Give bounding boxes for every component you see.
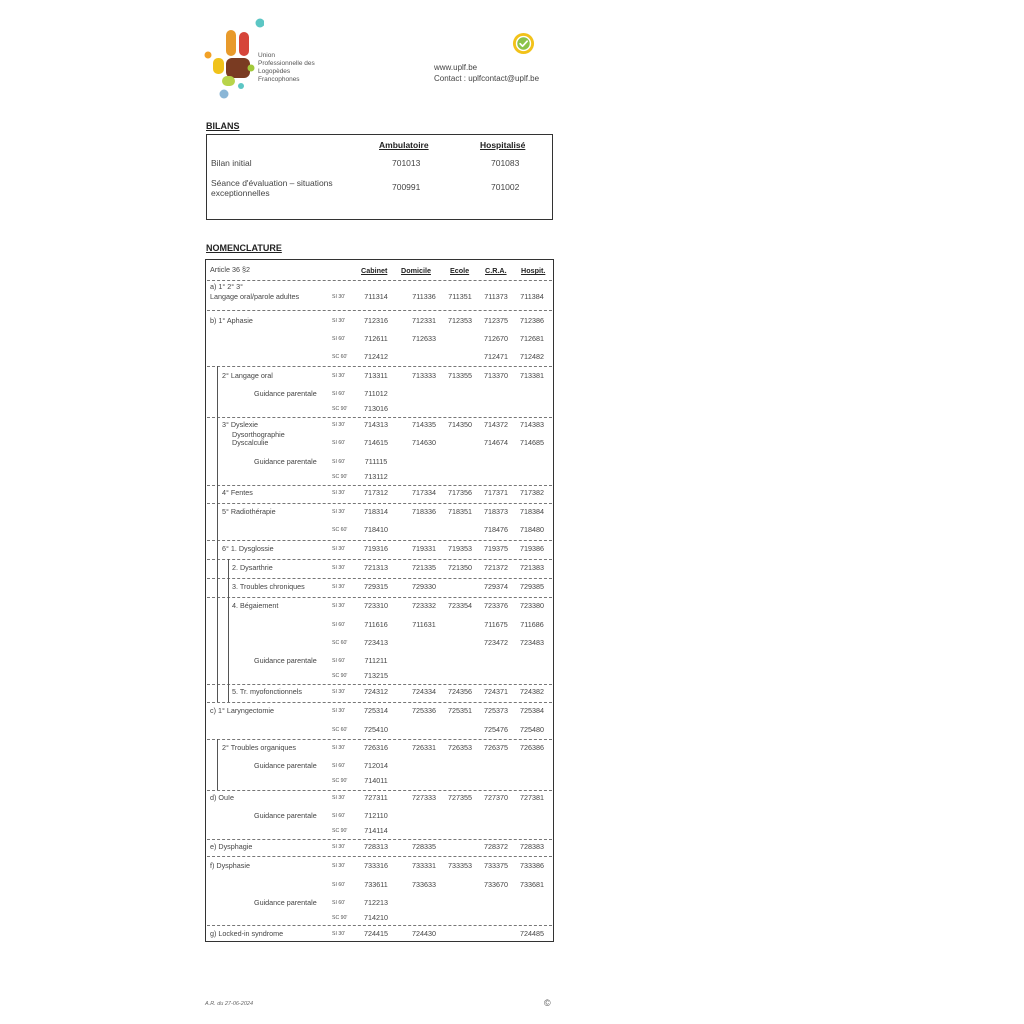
- session-type: SI 60': [332, 763, 346, 769]
- session-type: SI 60': [332, 658, 346, 664]
- code-cell: 723376: [484, 601, 508, 610]
- code-cell: 714114: [364, 826, 388, 835]
- session-type: SC 60': [332, 727, 348, 733]
- row-label: Guidance parentale: [254, 656, 317, 665]
- row-label: a) 1° 2° 3°: [210, 282, 243, 291]
- code-cell: 724430: [412, 929, 436, 938]
- code-cell: 725336: [412, 706, 436, 715]
- code-cell: 726316: [364, 743, 388, 752]
- col-hospitalise: Hospitalisé: [480, 140, 526, 150]
- row-separator: [207, 485, 552, 486]
- row-label: 3. Troubles chroniques: [232, 582, 305, 591]
- code-cell: 712331: [412, 316, 436, 325]
- code-cell: 733670: [484, 880, 508, 889]
- row-separator: [207, 925, 552, 926]
- approved-badge-icon: [512, 32, 535, 55]
- row-label: f) Dysphasie: [210, 861, 250, 870]
- code-cell: 725314: [364, 706, 388, 715]
- code-cell: 712681: [520, 334, 544, 343]
- code-cell: 725384: [520, 706, 544, 715]
- row-label: 4. Bégaiement: [232, 601, 279, 610]
- row-separator: [207, 790, 552, 791]
- session-type: SI 30': [332, 708, 346, 714]
- row-label: g) Locked-in syndrome: [210, 929, 284, 938]
- code-cell: 714383: [520, 420, 544, 429]
- col-ambulatoire: Ambulatoire: [379, 140, 429, 150]
- code-cell: 726331: [412, 743, 436, 752]
- code-cell: 712482: [520, 352, 544, 361]
- code-cell: 721313: [364, 563, 388, 572]
- row-label: Langage oral/parole adultes: [210, 292, 300, 301]
- row-separator: [207, 578, 552, 579]
- code-cell: 724371: [484, 687, 508, 696]
- code-cell: 712471: [484, 352, 508, 361]
- session-type: SI 30': [332, 603, 346, 609]
- session-type: SI 60': [332, 459, 346, 465]
- code-cell: 733681: [520, 880, 544, 889]
- session-type: SC 90': [332, 673, 348, 679]
- code-cell: 713381: [520, 371, 544, 380]
- row-label: 4° Fentes: [222, 488, 253, 497]
- session-type: SI 30': [332, 373, 346, 379]
- session-type: SC 90': [332, 474, 348, 480]
- code-cell: 724334: [412, 687, 436, 696]
- row-separator: [207, 540, 552, 541]
- code-cell: 714210: [364, 913, 388, 922]
- session-type: SI 30': [332, 422, 346, 428]
- code-cell: 714674: [484, 438, 508, 447]
- code-cell: 714313: [364, 420, 388, 429]
- code-cell: 711012: [364, 389, 388, 398]
- code-cell: 712375: [484, 316, 508, 325]
- row-label: d) Ouïe: [210, 793, 234, 802]
- article-label: Article 36 §2: [210, 265, 250, 274]
- row-label: 2° Langage oral: [222, 371, 273, 380]
- code-cell: 728383: [520, 842, 544, 851]
- session-type: SC 60': [332, 354, 348, 360]
- code-cell: 726375: [484, 743, 508, 752]
- row-label: Guidance parentale: [254, 761, 317, 770]
- row-label: Guidance parentale: [254, 389, 317, 398]
- code-cell: 711351: [448, 292, 472, 301]
- code-cell: 729374: [484, 582, 508, 591]
- org-line: Francophones: [258, 76, 300, 83]
- session-type: SI 30': [332, 745, 346, 751]
- row-separator: [207, 856, 552, 857]
- code-cell: 721372: [484, 563, 508, 572]
- code-cell: 733316: [364, 861, 388, 870]
- code-cell: 711384: [520, 292, 544, 301]
- session-type: SC 90': [332, 778, 348, 784]
- code-cell: 711211: [364, 656, 388, 665]
- code-cell: 718336: [412, 507, 436, 516]
- code-cell: 712633: [412, 334, 436, 343]
- row-label: 5. Tr. myofonctionnels: [232, 687, 302, 696]
- code-cell: 728372: [484, 842, 508, 851]
- row-separator: [207, 839, 552, 840]
- session-type: SI 30': [332, 546, 346, 552]
- code-cell: 717371: [484, 488, 508, 497]
- bilan-hosp-code: 701083: [491, 158, 520, 168]
- code-cell: 718410: [364, 525, 388, 534]
- code-cell: 726353: [448, 743, 472, 752]
- code-cell: 719386: [520, 544, 544, 553]
- code-cell: 714372: [484, 420, 508, 429]
- code-cell: 713355: [448, 371, 472, 380]
- session-type: SI 30': [332, 318, 346, 324]
- session-type: SI 30': [332, 689, 346, 695]
- row-separator: [207, 684, 552, 685]
- bilans-title: BILANS: [206, 121, 240, 131]
- code-cell: 729330: [412, 582, 436, 591]
- code-cell: 733331: [412, 861, 436, 870]
- session-type: SI 30': [332, 863, 346, 869]
- row-separator: [207, 310, 552, 311]
- code-cell: 721383: [520, 563, 544, 572]
- session-type: SI 30': [332, 509, 346, 515]
- row-label: e) Dysphagie: [210, 842, 253, 851]
- code-cell: 727355: [448, 793, 472, 802]
- session-type: SI 30': [332, 584, 346, 590]
- code-cell: 717334: [412, 488, 436, 497]
- code-cell: 726386: [520, 743, 544, 752]
- bilan-amb-code: 701013: [392, 158, 421, 168]
- code-cell: 711115: [364, 457, 388, 466]
- code-cell: 723413: [364, 638, 388, 647]
- code-cell: 733386: [520, 861, 544, 870]
- row-separator: [207, 366, 552, 367]
- code-cell: 719353: [448, 544, 472, 553]
- code-cell: 712353: [448, 316, 472, 325]
- code-cell: 713215: [364, 671, 388, 680]
- session-type: SI 30': [332, 844, 346, 850]
- code-cell: 725410: [364, 725, 388, 734]
- session-type: SI 30': [332, 490, 346, 496]
- code-cell: 712412: [364, 352, 388, 361]
- copyright-mark: ©: [544, 998, 551, 1008]
- code-cell: 733353: [448, 861, 472, 870]
- session-type: SC 90': [332, 406, 348, 412]
- bilan-amb-code: 700991: [392, 182, 421, 192]
- code-cell: 713311: [364, 371, 388, 380]
- session-type: SI 30': [332, 565, 346, 571]
- col-cabinet: Cabinet: [361, 266, 388, 275]
- code-cell: 724485: [520, 929, 544, 938]
- code-cell: 712014: [364, 761, 388, 770]
- session-type: SI 60': [332, 622, 346, 628]
- bilans-table: [206, 134, 553, 220]
- code-cell: 711373: [484, 292, 508, 301]
- code-cell: 727370: [484, 793, 508, 802]
- code-cell: 723354: [448, 601, 472, 610]
- session-type: SC 90': [332, 915, 348, 921]
- org-line: Logopèdes: [258, 68, 291, 75]
- code-cell: 719331: [412, 544, 436, 553]
- session-type: SI 30': [332, 294, 346, 300]
- row-separator: [207, 417, 552, 418]
- code-cell: 733611: [364, 880, 388, 889]
- code-cell: 717312: [364, 488, 388, 497]
- session-type: SI 60': [332, 900, 346, 906]
- code-cell: 721335: [412, 563, 436, 572]
- bilan-label: Séance d'évaluation – situations: [211, 178, 333, 188]
- row-label: Guidance parentale: [254, 457, 317, 466]
- code-cell: 725351: [448, 706, 472, 715]
- session-type: SC 60': [332, 640, 348, 646]
- code-cell: 718384: [520, 507, 544, 516]
- code-cell: 727311: [364, 793, 388, 802]
- indent-rule: [228, 559, 229, 702]
- row-label: Guidance parentale: [254, 811, 317, 820]
- code-cell: 723483: [520, 638, 544, 647]
- code-cell: 713333: [412, 371, 436, 380]
- code-cell: 714350: [448, 420, 472, 429]
- row-separator: [207, 503, 552, 504]
- row-label: c) 1° Laryngectomie: [210, 706, 274, 715]
- code-cell: 713016: [364, 404, 388, 413]
- session-type: SI 30': [332, 795, 346, 801]
- code-cell: 711675: [484, 620, 508, 629]
- code-cell: 718314: [364, 507, 388, 516]
- org-line: Professionnelle des: [258, 60, 315, 67]
- col-cra: C.R.A.: [485, 266, 507, 275]
- code-cell: 712110: [364, 811, 388, 820]
- session-type: SC 90': [332, 828, 348, 834]
- code-cell: 712670: [484, 334, 508, 343]
- row-label: 2. Dysarthrie: [232, 563, 273, 572]
- code-cell: 712386: [520, 316, 544, 325]
- code-cell: 717356: [448, 488, 472, 497]
- code-cell: 727333: [412, 793, 436, 802]
- session-type: SI 30': [332, 931, 346, 937]
- website-link[interactable]: www.uplf.be: [434, 63, 478, 72]
- footer-date: A.R. du 27-06-2024: [205, 1001, 254, 1007]
- session-type: SI 60': [332, 391, 346, 397]
- row-separator: [207, 702, 552, 703]
- code-cell: 714615: [364, 438, 388, 447]
- bilan-label: exceptionnelles: [211, 188, 270, 198]
- session-type: SI 60': [332, 440, 346, 446]
- code-cell: 711686: [520, 620, 544, 629]
- row-label: 6° 1. Dysglossie: [222, 544, 274, 553]
- code-cell: 718351: [448, 507, 472, 516]
- code-cell: 725476: [484, 725, 508, 734]
- code-cell: 717382: [520, 488, 544, 497]
- row-label: Guidance parentale: [254, 898, 317, 907]
- row-separator: [207, 280, 552, 281]
- code-cell: 723310: [364, 601, 388, 610]
- code-cell: 713370: [484, 371, 508, 380]
- nomenclature-title: NOMENCLATURE: [206, 243, 282, 253]
- uplf-logo: [204, 18, 264, 100]
- code-cell: 711631: [412, 620, 436, 629]
- code-cell: 724356: [448, 687, 472, 696]
- org-line: Union: [258, 52, 275, 59]
- code-cell: 714685: [520, 438, 544, 447]
- code-cell: 711314: [364, 292, 388, 301]
- row-separator: [207, 597, 552, 598]
- code-cell: 723472: [484, 638, 508, 647]
- row-label: 3° Dyslexie: [222, 420, 259, 429]
- row-separator: [207, 739, 552, 740]
- code-cell: 712611: [364, 334, 388, 343]
- code-cell: 714011: [364, 776, 388, 785]
- code-cell: 723332: [412, 601, 436, 610]
- code-cell: 724415: [364, 929, 388, 938]
- code-cell: 718476: [484, 525, 508, 534]
- bilan-label: Bilan initial: [211, 158, 252, 168]
- code-cell: 725480: [520, 725, 544, 734]
- code-cell: 723380: [520, 601, 544, 610]
- session-type: SI 60': [332, 882, 346, 888]
- code-cell: 719316: [364, 544, 388, 553]
- code-cell: 714335: [412, 420, 436, 429]
- session-type: SI 60': [332, 813, 346, 819]
- code-cell: 718373: [484, 507, 508, 516]
- code-cell: 733633: [412, 880, 436, 889]
- row-label: 5° Radiothérapie: [222, 507, 276, 516]
- col-ecole: Ecole: [450, 266, 470, 275]
- code-cell: 728335: [412, 842, 436, 851]
- row-label: Dyscalculie: [232, 438, 269, 447]
- contact-email[interactable]: Contact : uplfcontact@uplf.be: [434, 74, 540, 83]
- col-domicile: Domicile: [401, 266, 431, 275]
- indent-rule: [217, 739, 218, 790]
- indent-rule: [217, 366, 218, 702]
- code-cell: 718480: [520, 525, 544, 534]
- code-cell: 711336: [412, 292, 436, 301]
- code-cell: 725373: [484, 706, 508, 715]
- nomenclature-table: [205, 259, 554, 942]
- session-type: SI 60': [332, 336, 346, 342]
- code-cell: 712213: [364, 898, 388, 907]
- col-hospit: Hospit.: [521, 266, 546, 275]
- code-cell: 729385: [520, 582, 544, 591]
- code-cell: 724382: [520, 687, 544, 696]
- code-cell: 724312: [364, 687, 388, 696]
- code-cell: 729315: [364, 582, 388, 591]
- code-cell: 733375: [484, 861, 508, 870]
- code-cell: 714630: [412, 438, 436, 447]
- code-cell: 721350: [448, 563, 472, 572]
- row-label: b) 1° Aphasie: [210, 316, 253, 325]
- row-label: 2° Troubles organiques: [222, 743, 296, 752]
- row-separator: [207, 559, 552, 560]
- bilan-hosp-code: 701002: [491, 182, 520, 192]
- row-label: Dysorthographie: [232, 430, 285, 439]
- code-cell: 712316: [364, 316, 388, 325]
- code-cell: 719375: [484, 544, 508, 553]
- code-cell: 728313: [364, 842, 388, 851]
- session-type: SC 60': [332, 527, 348, 533]
- code-cell: 711616: [364, 620, 388, 629]
- code-cell: 713112: [364, 472, 388, 481]
- code-cell: 727381: [520, 793, 544, 802]
